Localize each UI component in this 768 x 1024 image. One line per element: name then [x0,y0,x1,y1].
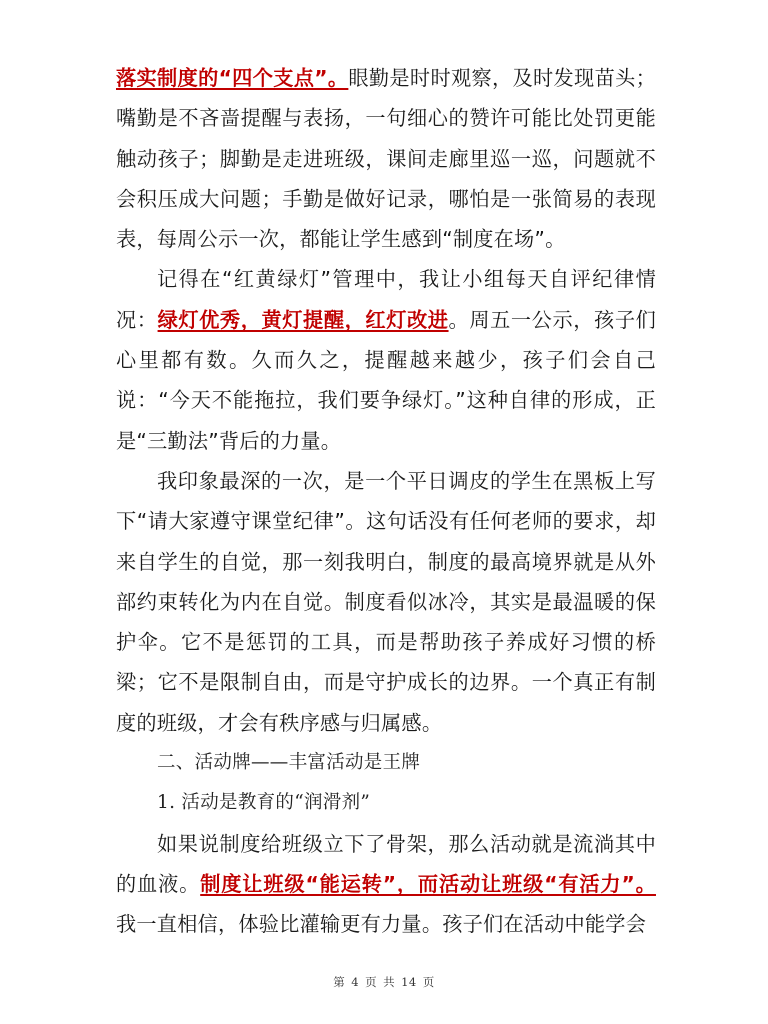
highlighted-text: 落实制度的“四个支点”。 [116,66,349,90]
paragraph-four-pillars [116,58,656,259]
document-body [116,58,656,945]
footer-suffix: 页 [422,975,435,989]
section-heading: 二、活动牌——丰富活动是王牌 [157,752,421,774]
paragraph-memorable-moment [116,461,656,743]
paragraph-text: 眼勤是时时观察，及时发现苗头；嘴勤是不吝啬提醒与表扬，一句细心的赞许可能比处罚更能触动孩子；脚勤是走进班级，课间走廊里巡一巡，问题就不会积压成大问题；手勤是做好记录，哪怕是一张简易的表现表，每周公示一次，都能让学生感到“制度在场”。 [116,66,656,252]
highlighted-text: 绿灯优秀，黄灯提醒，红灯改进 [157,307,449,332]
page-footer [0,974,768,990]
paragraph-traffic-light [116,259,656,460]
subsection-heading: 1. 活动是教育的“润滑剂” [157,792,371,814]
paragraph-text: 。周五一公示，孩子们心里都有数。久而久之，提醒越来越少，孩子们会自己说：“今天不能拖拉，我们要争绿灯。”这种自律的形成，正是“三勤法”背后的力量。 [116,307,656,453]
paragraph-text: 记得在“红黄绿灯”管理中，我让小组每天自评纪律情况： [116,267,656,332]
paragraph-text: 如果说制度给班级立下了骨架，那么活动就是流淌其中的血液。 [116,831,656,896]
footer-page-label: 页 [365,975,378,989]
footer-total-pages: 14 [401,975,417,989]
paragraph-text: 我印象最深的一次，是一个平日调皮的学生在黑板上写下“请大家遵守课堂纪律”。这句话没有任何老师的要求，却来自学生的自觉，那一刻我明白，制度的最高境界就是从外部约束转化为内在自觉。制度看似冰冷，其实是最温暖的保护伞。它不是惩罚的工具，而是帮助孩子养成好习惯的桥梁；它不是限制自由，而是守护成长的边界。一个真正有制度的班级，才会有秩序感与归属感。 [116,468,656,735]
footer-current-page: 4 [351,975,360,989]
footer-total-label: 共 [383,975,396,989]
paragraph-activities [116,824,656,945]
highlighted-text: 制度让班级“能运转”，而活动让班级“有活力”。 [200,871,656,896]
footer-prefix: 第 [333,975,346,989]
paragraph-text: 我一直相信，体验比灌输更有力量。孩子们在活动中能学会 [116,912,647,937]
